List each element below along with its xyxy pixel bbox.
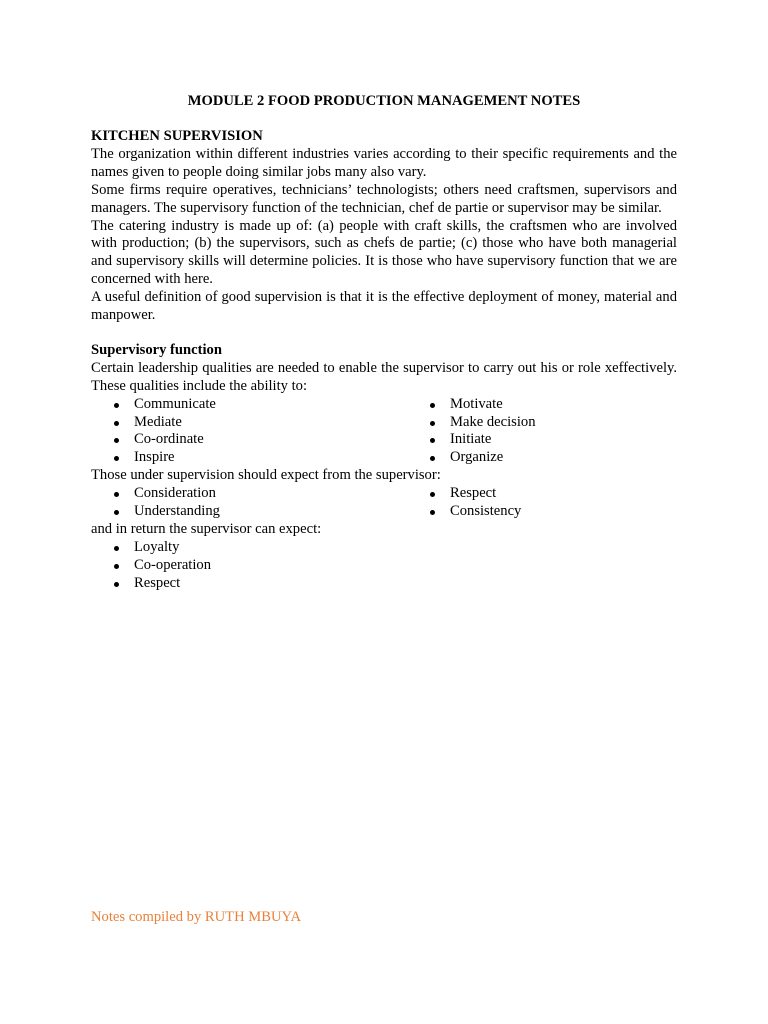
list-row [91, 414, 677, 432]
list-row [91, 503, 677, 521]
section-heading-kitchen-supervision: KITCHEN SUPERVISION [91, 128, 263, 144]
list-row [91, 396, 677, 414]
paragraph: The catering industry is made up of: (a) people with craft skills, the craftsmen who are involved with production; (b) the supervisors, such as chefs de partie; (c) those who have both managerial and supervisory skills will determine policies. It is those who have supervisory function that we are concerned with here. [91, 217, 677, 288]
bullet-icon [114, 564, 119, 569]
bullet-icon [430, 421, 435, 426]
paragraph: A useful definition of good supervision is that it is the effective deployment of money, material and manpower. [91, 289, 677, 324]
paragraph: Some firms require operatives, technicians’ technologists; others need craftsmen, supervisors and managers. The supervisory function of the technician, chef de partie or supervisor may be similar. [91, 181, 677, 216]
list-item: Understanding [134, 503, 220, 521]
list-row [91, 575, 677, 593]
qualities-list [91, 396, 677, 468]
paragraph: The organization within different industries varies according to their specific requirements and the names given to people doing similar jobs many also vary. [91, 145, 677, 180]
bullet-icon [430, 510, 435, 515]
list-item: Consistency [450, 503, 521, 521]
bullet-icon [114, 582, 119, 587]
list-row [91, 431, 677, 449]
footer-credit: Notes compiled by RUTH MBUYA [91, 909, 301, 925]
paragraph-return-intro: and in return the supervisor can expect: [91, 520, 322, 537]
list-item: Inspire [134, 449, 175, 467]
section-heading-supervisory-function: Supervisory function [91, 341, 222, 358]
bullet-icon [114, 421, 119, 426]
bullet-icon [430, 403, 435, 408]
bullet-icon [114, 546, 119, 551]
list-item: Organize [450, 449, 503, 467]
bullet-icon [114, 438, 119, 443]
bullet-icon [430, 438, 435, 443]
list-item: Co-ordinate [134, 431, 204, 449]
list-item: Consideration [134, 485, 216, 503]
list-item: Mediate [134, 414, 182, 432]
bullet-icon [430, 456, 435, 461]
bullet-icon [114, 403, 119, 408]
list-item: Initiate [450, 431, 491, 449]
list-row [91, 485, 677, 503]
bullet-icon [114, 456, 119, 461]
paragraph-expect-intro: Those under supervision should expect from the supervisor: [91, 467, 441, 484]
list-row [91, 539, 677, 557]
list-item: Communicate [134, 396, 216, 414]
bullet-icon [114, 510, 119, 515]
document-title: MODULE 2 FOOD PRODUCTION MANAGEMENT NOTES [187, 93, 581, 109]
returns-list [91, 539, 677, 593]
list-item: Motivate [450, 396, 503, 414]
bullet-icon [430, 492, 435, 497]
list-item: Co-operation [134, 557, 211, 575]
list-item: Respect [134, 575, 180, 593]
list-row [91, 557, 677, 575]
expectations-list [91, 485, 677, 521]
list-row [91, 449, 677, 467]
list-item: Loyalty [134, 539, 179, 557]
document-body [91, 93, 677, 593]
list-item: Respect [450, 485, 496, 503]
list-item: Make decision [450, 414, 536, 432]
bullet-icon [114, 492, 119, 497]
paragraph-intro: Certain leadership qualities are needed to enable the supervisor to carry out his or role xeffectively. These qualities include the ability to: [91, 359, 677, 394]
